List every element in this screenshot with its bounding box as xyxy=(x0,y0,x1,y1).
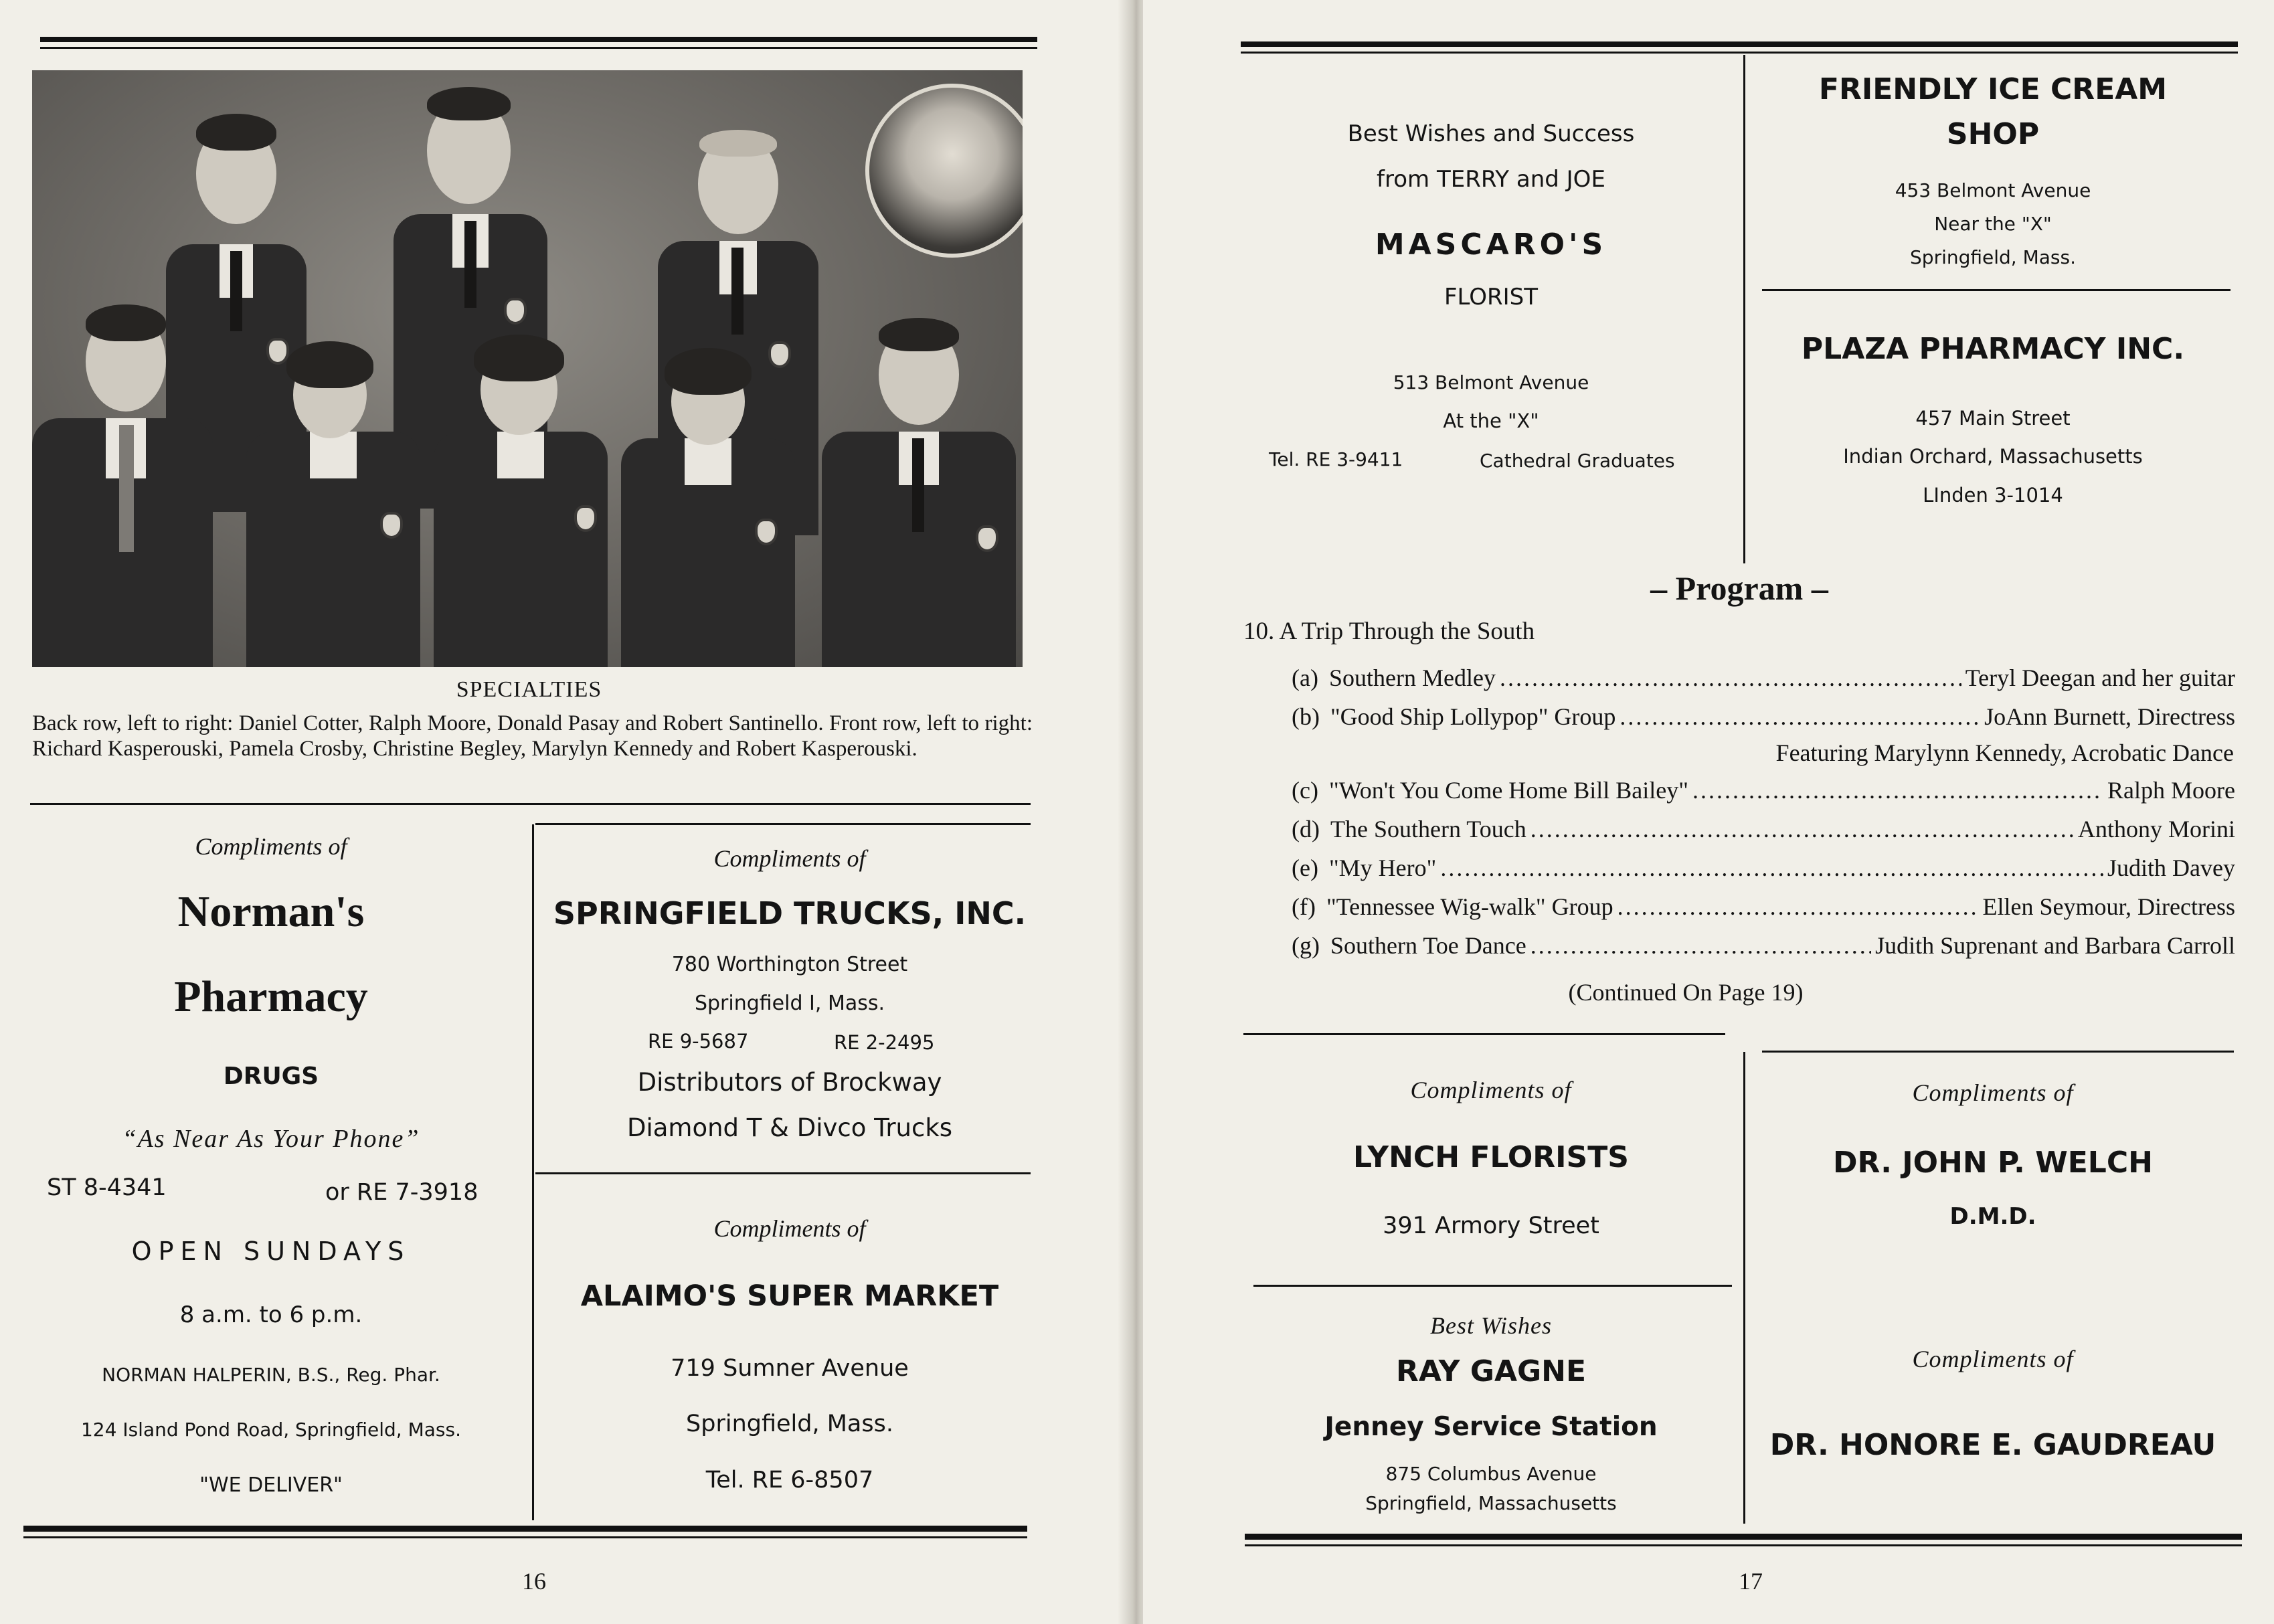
program-featuring: Featuring Marylynn Kennedy, Acrobatic Dance xyxy=(1775,739,2234,766)
friendly-city: Springfield, Mass. xyxy=(1910,246,2076,268)
program-row-label: (c) xyxy=(1292,777,1318,804)
mascaros-street: 513 Belmont Avenue xyxy=(1393,371,1589,393)
leader-dots xyxy=(1440,854,2103,882)
mascaros-note: Cathedral Graduates xyxy=(1480,450,1675,472)
top-rule-thick xyxy=(1241,41,2238,47)
leader-dots xyxy=(1617,893,1979,921)
normans-address: 124 Island Pond Road, Springfield, Mass. xyxy=(80,1419,461,1441)
bottom-rule-thick xyxy=(1245,1534,2242,1540)
gagne-street: 875 Columbus Avenue xyxy=(1385,1463,1597,1485)
trucks-street: 780 Worthington Street xyxy=(671,953,908,976)
page-number-17: 17 xyxy=(1739,1568,1763,1595)
top-rule-thin xyxy=(1241,52,2238,54)
program-row-performer: Ralph Moore xyxy=(2107,777,2235,804)
normans-delivery: "WE DELIVER" xyxy=(199,1473,343,1497)
column-divider xyxy=(532,824,534,1520)
program-row-d xyxy=(1292,815,2235,843)
program-row-c xyxy=(1292,776,2235,804)
normans-hours: 8 a.m. to 6 p.m. xyxy=(179,1301,363,1328)
program-row-title: "My Hero" xyxy=(1328,854,1437,881)
welch-name: DR. JOHN P. WELCH xyxy=(1833,1146,2153,1180)
plaza-city: Indian Orchard, Massachusetts xyxy=(1843,445,2143,468)
mascaros-line-2: from TERRY and JOE xyxy=(1377,166,1605,193)
trucks-top-rule xyxy=(535,823,1031,825)
alaimos-street: 719 Sumner Avenue xyxy=(671,1355,909,1382)
program-item-title: 10. A Trip Through the South xyxy=(1243,618,1535,645)
trucks-line-1: Distributors of Brockway xyxy=(637,1068,942,1097)
alaimos-city: Springfield, Mass. xyxy=(686,1411,893,1437)
photo-caption-title: SPECIALTIES xyxy=(456,677,602,702)
photo-caption: Back row, left to right: Daniel Cotter, Ralph Moore, Donald Pasay and Robert Santinello. Front row, left to right: Richard Kasperouski, Pamela Crosby, Christine Begley, Marylyn Kennedy and Robert Kasperouski. xyxy=(32,711,1033,761)
plaza-name: PLAZA PHARMACY INC. xyxy=(1801,332,2185,366)
top-rule-thick xyxy=(40,37,1037,42)
gagne-wishes: Best Wishes xyxy=(1430,1312,1552,1339)
program-row-label: (a) xyxy=(1292,664,1318,691)
plaza-street: 457 Main Street xyxy=(1915,407,2071,430)
program-row-performer: Ellen Seymour, Directress xyxy=(1982,893,2235,920)
bottom-rule-thick xyxy=(23,1526,1027,1532)
program-row-label: (f) xyxy=(1292,893,1316,920)
program-row-e xyxy=(1292,854,2235,882)
program-row-title: Southern Toe Dance xyxy=(1330,932,1526,959)
lynch-compliments: Compliments of xyxy=(1410,1077,1572,1103)
trucks-compliments: Compliments of xyxy=(713,845,866,872)
ads-column-divider xyxy=(1743,1052,1745,1524)
normans-category: DRUGS xyxy=(223,1063,319,1090)
mascaros-name: MASCARO'S xyxy=(1375,228,1607,262)
program-row-title: The Southern Touch xyxy=(1330,816,1526,842)
normans-slogan: “As Near As Your Phone” xyxy=(122,1125,420,1153)
trucks-phone-1: RE 9-5687 xyxy=(648,1030,749,1053)
page-number-16: 16 xyxy=(522,1568,546,1595)
leader-dots xyxy=(1530,815,2074,843)
caption-divider xyxy=(30,803,1031,805)
inset-portrait xyxy=(865,84,1023,258)
left-page xyxy=(0,0,1131,1624)
gagne-city: Springfield, Massachusetts xyxy=(1365,1492,1617,1514)
program-continued: (Continued On Page 19) xyxy=(1568,979,1804,1006)
program-row-title: "Tennessee Wig-walk" Group xyxy=(1326,893,1613,920)
gaudreau-name: DR. HONORE E. GAUDREAU xyxy=(1769,1428,2216,1462)
program-row-f xyxy=(1292,893,2235,921)
program-row-a xyxy=(1292,664,2235,692)
lynch-street: 391 Armory Street xyxy=(1383,1212,1599,1239)
normans-open-sundays: OPEN SUNDAYS xyxy=(131,1237,411,1266)
gagne-name: RAY GAGNE xyxy=(1395,1354,1587,1388)
gagne-business: Jenney Service Station xyxy=(1324,1412,1658,1442)
normans-name-line1: Norman's xyxy=(177,887,365,936)
friendly-street: 453 Belmont Avenue xyxy=(1895,179,2091,201)
top-rule-thin xyxy=(40,47,1037,49)
alaimos-phone: Tel. RE 6-8507 xyxy=(705,1467,874,1494)
group-photo xyxy=(32,70,1023,667)
right-page xyxy=(1143,0,2274,1624)
leader-dots xyxy=(1620,703,1980,731)
trucks-bottom-rule xyxy=(535,1172,1031,1174)
mascaros-line-1: Best Wishes and Success xyxy=(1347,120,1635,147)
leader-dots xyxy=(1692,776,2103,804)
program-row-title: Southern Medley xyxy=(1328,664,1496,691)
alaimos-name: ALAIMO'S SUPER MARKET xyxy=(580,1279,999,1313)
program-row-g xyxy=(1292,931,2235,960)
trucks-name: SPRINGFIELD TRUCKS, INC. xyxy=(553,895,1027,931)
lynch-bottom-rule xyxy=(1253,1285,1732,1287)
lynch-name: LYNCH FLORISTS xyxy=(1353,1140,1629,1174)
friendly-divider xyxy=(1762,289,2231,291)
program-row-performer: Anthony Morini xyxy=(2077,816,2235,842)
program-row-performer: Teryl Deegan and her guitar xyxy=(1965,664,2235,691)
program-row-label: (b) xyxy=(1292,703,1320,730)
leader-dots xyxy=(1500,664,1961,692)
trucks-city: Springfield I, Mass. xyxy=(694,992,885,1015)
alaimos-compliments: Compliments of xyxy=(713,1215,866,1242)
program-row-label: (d) xyxy=(1292,816,1320,842)
ads-top-rule-right xyxy=(1762,1051,2234,1053)
front-row-person-2 xyxy=(246,345,420,667)
program-heading: – Program – xyxy=(1650,569,1828,607)
front-row-person-3 xyxy=(434,338,608,667)
ads-top-rule-left xyxy=(1243,1033,1725,1035)
friendly-near: Near the "X" xyxy=(1934,213,2052,235)
bottom-rule-thin xyxy=(1245,1544,2242,1546)
friendly-name-line-1: FRIENDLY ICE CREAM xyxy=(1818,72,2168,106)
program-row-label: (e) xyxy=(1292,854,1318,881)
normans-phone-2: or RE 7-3918 xyxy=(325,1179,478,1206)
normans-name-line2: Pharmacy xyxy=(174,972,368,1021)
welch-compliments: Compliments of xyxy=(1912,1079,2074,1106)
program-row-label: (g) xyxy=(1292,932,1320,959)
header-column-divider xyxy=(1743,55,1745,563)
program-row-performer: JoAnn Burnett, Directress xyxy=(1984,703,2235,730)
mascaros-type: FLORIST xyxy=(1444,284,1539,310)
front-row-person-4 xyxy=(621,351,795,667)
gaudreau-compliments: Compliments of xyxy=(1912,1346,2074,1372)
program-row-title: "Good Ship Lollypop" Group xyxy=(1330,703,1616,730)
plaza-phone: LInden 3-1014 xyxy=(1923,484,2063,507)
bottom-rule-thin xyxy=(23,1536,1027,1538)
program-row-b xyxy=(1292,703,2235,731)
trucks-line-2: Diamond T & Divco Trucks xyxy=(626,1113,953,1142)
front-row-person-5 xyxy=(822,325,1016,667)
trucks-phone-2: RE 2-2495 xyxy=(834,1031,935,1054)
welch-degree: D.M.D. xyxy=(1949,1203,2036,1230)
leader-dots xyxy=(1530,931,1871,960)
mascaros-near: At the "X" xyxy=(1443,410,1539,432)
front-row-person-1 xyxy=(32,311,213,667)
normans-phone-1: ST 8-4341 xyxy=(47,1174,167,1201)
normans-owner: NORMAN HALPERIN, B.S., Reg. Phar. xyxy=(102,1364,440,1386)
program-row-performer: Judith Davey xyxy=(2107,854,2235,881)
friendly-name-line-2: SHOP xyxy=(1946,117,2040,151)
mascaros-phone: Tel. RE 3-9411 xyxy=(1269,448,1403,470)
program-row-performer: Judith Suprenant and Barbara Carroll xyxy=(1875,932,2235,959)
program-row-title: "Won't You Come Home Bill Bailey" xyxy=(1328,777,1688,804)
normans-compliments: Compliments of xyxy=(195,833,347,860)
